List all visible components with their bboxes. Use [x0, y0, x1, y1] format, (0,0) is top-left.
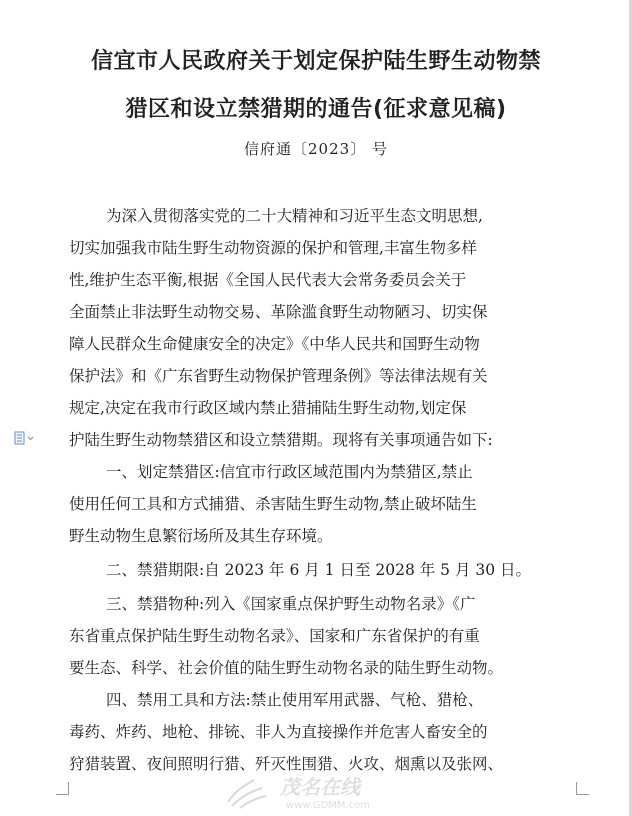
document-title-line-1: 信宜市人民政府关于划定保护陆生野生动物禁: [90, 49, 541, 74]
body-line: 性,维护生态平衡,根据《全国人民代表大会常务委员会关于: [69, 271, 467, 289]
body-line: 东省重点保护陆生野生动物名录》、国家和广东省保护的有重: [69, 627, 480, 645]
crop-mark-bottom-left: [56, 782, 69, 795]
body-line: 二、禁猎期限:自 2023 年 6 月 1 日至 2028 年 5 月 30 日。: [106, 561, 532, 579]
paragraph-options-icon[interactable]: [14, 430, 38, 444]
body-line: 保护法》和《广东省野生动物保护管理条例》等法律法规有关: [69, 367, 488, 385]
watermark-url: www.GDMM.com: [286, 800, 371, 811]
body-line: 障人民群众生命健康安全的决定》《中华人民共和国野生动物: [69, 335, 480, 353]
body-line: 要生态、科学、社会价值的陆生野生动物名录的陆生野生动物。: [69, 659, 504, 677]
body-line: 使用任何工具和方式捕猎、杀害陆生野生动物,禁止破坏陆生: [69, 495, 477, 513]
site-watermark: [222, 772, 432, 812]
body-line: 毒药、炸药、地枪、排铳、非人为直接操作并危害人畜安全的: [69, 723, 488, 741]
body-line: 三、禁猎物种:列入《国家重点保护野生动物名录》《广: [106, 595, 476, 613]
body-line: 全面禁止非法野生动物交易、革除滥食野生动物陋习、切实保: [69, 303, 488, 321]
body-line: 四、禁用工具和方法:禁止使用军用武器、气枪、猎枪、: [106, 691, 484, 709]
body-line: 护陆生野生动物禁猎区和设立禁猎期。现将有关事项通告如下:: [69, 431, 493, 449]
body-line: 为深入贯彻落实党的二十大精神和习近平生态文明思想,: [106, 207, 483, 225]
body-line: 野生动物生息繁衍场所及其生存环境。: [69, 527, 333, 545]
watermark-brand: 茂名在线: [280, 775, 360, 799]
body-line: 切实加强我市陆生野生动物资源的保护和管理,丰富生物多样: [69, 239, 477, 257]
document-number: 信府通〔2023〕 号: [244, 140, 388, 158]
crop-mark-bottom-right: [576, 782, 589, 795]
body-line: 一、划定禁猎区:信宜市行政区域范围内为禁猎区,禁止: [106, 463, 473, 481]
body-line: 规定,决定在我市行政区域内禁止猎捕陆生野生动物,划定保: [69, 399, 467, 417]
body-line: 狩猎装置、夜间照明行猎、歼灭性围猎、火攻、烟熏以及张网、: [69, 755, 504, 773]
document-title-line-2: 猎区和设立禁猎期的通告(征求意见稿): [125, 97, 507, 122]
